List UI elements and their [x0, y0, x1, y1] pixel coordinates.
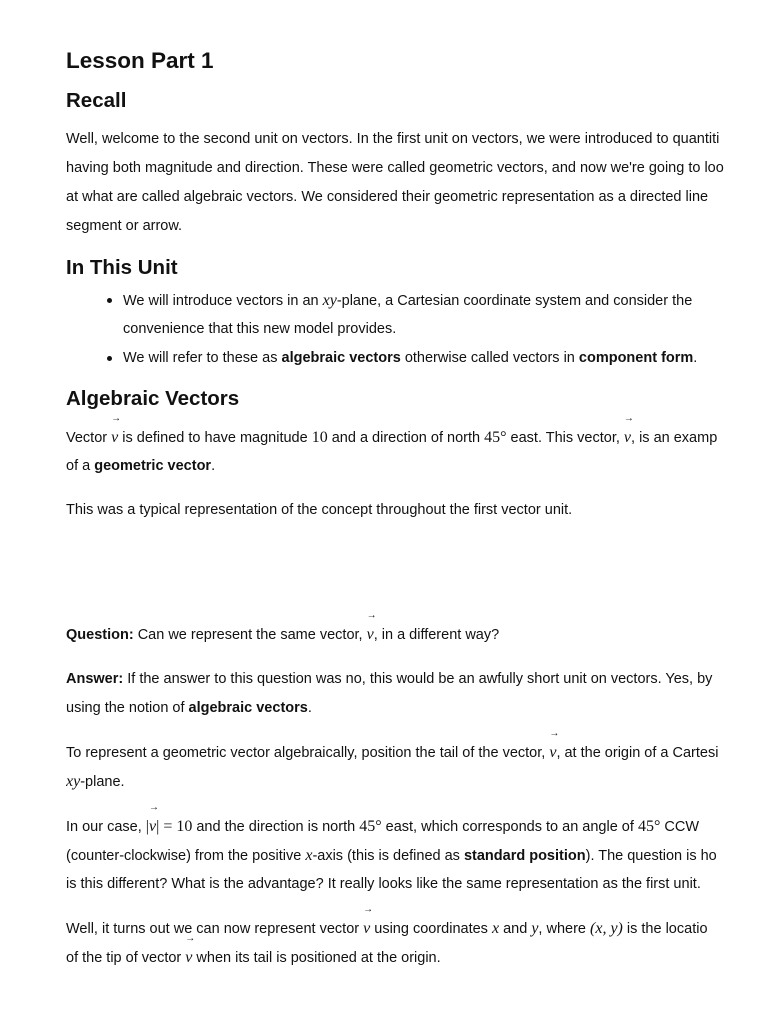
- vector-v: → v: [149, 812, 156, 841]
- list-item: We will refer to these as algebraic vectors otherwise called vectors in component form.: [66, 344, 742, 373]
- vector-v: → v: [624, 423, 631, 452]
- term-geometric-vector: geometric vector: [94, 458, 212, 474]
- typical-representation-paragraph: This was a typical representation of the concept throughout the first vector unit.: [66, 502, 573, 518]
- question-label: Question:: [66, 627, 134, 643]
- question-paragraph: Question: Can we represent the same vector, → v, in a different way?: [66, 620, 742, 649]
- in-this-unit-heading: In This Unit: [66, 256, 178, 279]
- definition-paragraph: Vector → v is defined to have magnitude 10 and a direction of north 45° east. This vector, → v, is an examp of a geometric vector.: [66, 423, 742, 481]
- coordinates-paragraph: Well, it turns out we can now represent vector → v using coordinates x and y, where (x, y) is the locatio of the tip of vector → v when its tail is positioned at the origin.: [66, 914, 742, 972]
- bullet-icon: [107, 298, 112, 303]
- math-coordinate-pair: (x, y): [590, 920, 623, 937]
- recall-line-1: Well, welcome to the second unit on vectors. In the first unit on vectors, we were introduced to quantiti: [66, 131, 720, 147]
- math-xy: xy: [322, 292, 337, 309]
- recall-line-4: segment or arrow.: [66, 218, 183, 234]
- term-algebraic-vectors: algebraic vectors: [188, 700, 308, 716]
- vector-v: → v: [367, 620, 374, 649]
- recall-heading: Recall: [66, 89, 127, 112]
- our-case-paragraph: In our case, |→ v| = 10 and the direction is north 45° east, which corresponds to an angle of 45° CCW (counter-clockwise) from the positive x-axis (this is defined as standard position). The question is ho is this different? What is the advantage? It really looks like the same representation as the first unit.: [66, 812, 742, 899]
- recall-line-2: having both magnitude and direction. These were called geometric vectors, and now we're going to loo: [66, 160, 724, 176]
- term-standard-position: standard position: [463, 848, 586, 864]
- vector-v: → v: [111, 423, 118, 452]
- vector-v: → v: [549, 738, 556, 767]
- bullet-icon: [107, 356, 112, 361]
- math-xy: xy: [66, 773, 81, 790]
- answer-paragraph: Answer: If the answer to this question was no, this would be an awfully short unit on vectors. Yes, by using the notion of algebraic vectors.: [66, 671, 713, 716]
- list-item: We will introduce vectors in an xy-plane, a Cartesian coordinate system and consider the convenience that this new model provides.: [66, 286, 742, 344]
- vector-v: → v: [185, 943, 192, 972]
- term-component-form: component form: [578, 350, 694, 366]
- lesson-title: Lesson Part 1: [66, 48, 214, 73]
- algebraic-vectors-heading: Algebraic Vectors: [66, 387, 240, 410]
- term-algebraic-vectors: algebraic vectors: [281, 350, 401, 366]
- recall-paragraph: [66, 125, 742, 241]
- bullet-1-line-2: convenience that this new model provides.: [123, 321, 397, 337]
- unit-bullet-list: [66, 286, 742, 373]
- represent-paragraph: To represent a geometric vector algebraically, position the tail of the vector, → v, at the origin of a Cartesi xy-plane.: [66, 738, 742, 796]
- answer-label: Answer:: [66, 671, 124, 687]
- vector-v: → v: [363, 914, 370, 943]
- recall-line-3: at what are called algebraic vectors. We considered their geometric representation as a directed line: [66, 189, 709, 205]
- lesson-content: [66, 0, 742, 1024]
